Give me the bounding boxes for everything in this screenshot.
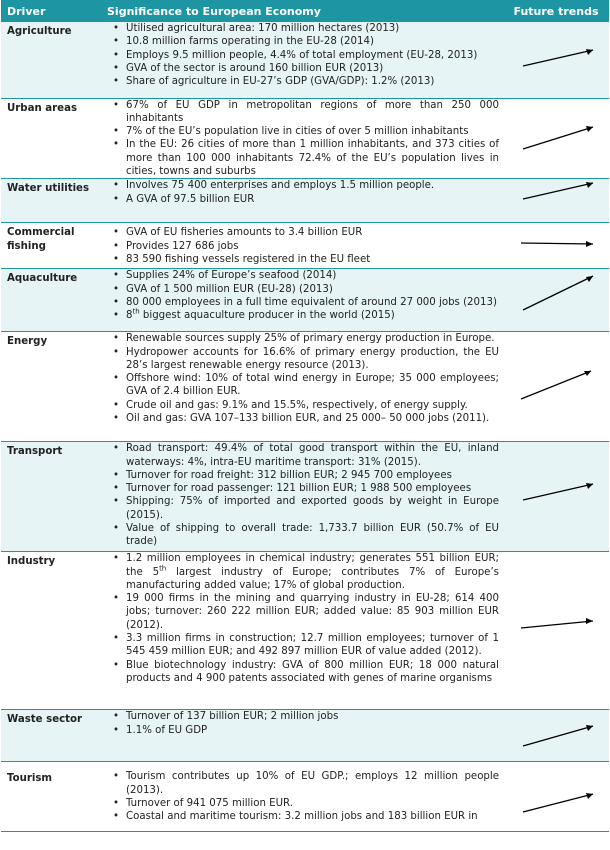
trend-arrow-icon bbox=[513, 480, 605, 520]
trend-arrow-icon bbox=[513, 121, 605, 161]
header-significance: Significance to European Economy bbox=[101, 0, 503, 22]
list-item: • GVA of 1 500 million EUR (EU-28) (2013) bbox=[126, 283, 499, 296]
significance-cell bbox=[101, 269, 503, 332]
trend-cell bbox=[503, 710, 609, 762]
table-header bbox=[1, 0, 609, 22]
header-trends: Future trends bbox=[503, 0, 609, 22]
list-item: • Coastal and maritime tourism: 3.2 million jobs and 183 billion EUR in bbox=[126, 810, 499, 823]
driver-label: Energy bbox=[1, 332, 101, 442]
list-item: • GVA of EU fisheries amounts to 3.4 billion EUR bbox=[126, 226, 499, 239]
trend-arrow-icon bbox=[513, 367, 605, 407]
list-item: • Involves 75 400 enterprises and employs 1.5 million people. bbox=[126, 179, 499, 192]
trend-arrow-icon bbox=[513, 790, 605, 830]
trend-cell bbox=[503, 98, 609, 179]
table-row bbox=[1, 442, 609, 552]
list-item: • Hydropower accounts for 16.6% of primary energy production, the EU 28’s largest renewable energy resource (2013). bbox=[126, 346, 499, 373]
list-item: • Provides 127 686 jobs bbox=[126, 240, 499, 253]
table-row bbox=[1, 179, 609, 223]
trend-cell bbox=[503, 269, 609, 332]
trend-arrow-icon bbox=[513, 722, 605, 762]
list-item: • Shipping: 75% of imported and exported goods by weight in Europe (2015). bbox=[126, 495, 499, 522]
list-item: • Utilised agricultural area: 170 million hectares (2013) bbox=[126, 22, 499, 35]
table-row bbox=[1, 22, 609, 98]
list-item: • GVA of the sector is around 160 billion EUR (2013) bbox=[126, 62, 499, 75]
trend-cell bbox=[503, 442, 609, 552]
list-item: • 8th biggest aquaculture producer in the world (2015) bbox=[126, 309, 499, 322]
list-item: • Supplies 24% of Europe’s seafood (2014) bbox=[126, 269, 499, 282]
driver-label: Aquaculture bbox=[1, 269, 101, 332]
trend-arrow-icon bbox=[513, 616, 605, 656]
header-driver: Driver bbox=[1, 0, 101, 22]
list-item: • Tourism contributes up 10% of EU GDP.; employs 12 million people (2013). bbox=[126, 770, 499, 797]
significance-cell bbox=[101, 552, 503, 710]
list-item: • Share of agriculture in EU-27’s GDP (GVA/GDP): 1.2% (2013) bbox=[126, 75, 499, 88]
significance-cell bbox=[101, 710, 503, 762]
trend-cell bbox=[503, 552, 609, 710]
list-item: • Renewable sources supply 25% of primary energy production in Europe. bbox=[126, 332, 499, 345]
trend-cell bbox=[503, 22, 609, 98]
table-row bbox=[1, 710, 609, 762]
significance-cell bbox=[101, 179, 503, 223]
trend-cell bbox=[503, 332, 609, 442]
list-item: • Turnover of 941 075 million EUR. bbox=[126, 797, 499, 810]
list-item: • 10.8 million farms operating in the EU-28 (2014) bbox=[126, 35, 499, 48]
list-item: • Value of shipping to overall trade: 1,733.7 billion EUR (50.7% of EU trade) bbox=[126, 522, 499, 549]
list-item: • In the EU: 26 cities of more than 1 million inhabitants, and 373 cities of more than 100 000 inhabitants 72.4% of the EU’s population lives in cities, towns and suburbs bbox=[126, 138, 499, 178]
table-row bbox=[1, 762, 609, 832]
list-item: • Road transport: 49.4% of total good transport within the EU, inland waterways: 4%, intra-EU maritime transport: 31% (2015). bbox=[126, 442, 499, 469]
trend-cell bbox=[503, 223, 609, 269]
list-item: • 67% of EU GDP in metropolitan regions of more than 250 000 inhabitants bbox=[126, 99, 499, 126]
significance-cell bbox=[101, 98, 503, 179]
significance-cell bbox=[101, 332, 503, 442]
list-item: • Crude oil and gas: 9.1% and 15.5%, respectively, of energy supply. bbox=[126, 399, 499, 412]
driver-label: Agriculture bbox=[1, 22, 101, 98]
list-item: • 1.1% of EU GDP bbox=[126, 724, 499, 737]
significance-cell bbox=[101, 442, 503, 552]
driver-label: Transport bbox=[1, 442, 101, 552]
list-item: • 1.2 million employees in chemical industry; generates 551 billion EUR; the 5th largest industry of Europe; contributes 7% of Europe’s manufacturing added value; 17% of global production. bbox=[126, 552, 499, 592]
drivers-table bbox=[1, 0, 609, 832]
driver-label: Tourism bbox=[1, 762, 101, 832]
significance-cell bbox=[101, 22, 503, 98]
table-row bbox=[1, 98, 609, 179]
trend-arrow-icon bbox=[513, 231, 605, 271]
trend-arrow-icon bbox=[513, 44, 605, 84]
trend-arrow-icon bbox=[513, 274, 605, 314]
list-item: • Turnover for road passenger: 121 billion EUR; 1 988 500 employees bbox=[126, 482, 499, 495]
driver-label: Commercial fishing bbox=[1, 223, 101, 269]
list-item: • 83 590 fishing vessels registered in the EU fleet bbox=[126, 253, 499, 266]
driver-label: Waste sector bbox=[1, 710, 101, 762]
table-row bbox=[1, 552, 609, 710]
list-item: • 19 000 firms in the mining and quarrying industry in EU-28; 614 400 jobs; turnover: 260 222 million EUR; added value: 85 903 million EUR (2012). bbox=[126, 592, 499, 632]
list-item: • 7% of the EU’s population live in cities of over 5 million inhabitants bbox=[126, 125, 499, 138]
list-item: • Turnover of 137 billion EUR; 2 million jobs bbox=[126, 710, 499, 723]
table-row bbox=[1, 223, 609, 269]
driver-label: Urban areas bbox=[1, 98, 101, 179]
trend-cell bbox=[503, 762, 609, 832]
significance-cell bbox=[101, 762, 503, 832]
significance-cell bbox=[101, 223, 503, 269]
list-item: • Turnover for road freight: 312 billion EUR; 2 945 700 employees bbox=[126, 469, 499, 482]
list-item: • A GVA of 97.5 billion EUR bbox=[126, 193, 499, 206]
list-item: • Employs 9.5 million people, 4.4% of total employment (EU-28, 2013) bbox=[126, 49, 499, 62]
driver-label: Industry bbox=[1, 552, 101, 710]
table-row bbox=[1, 269, 609, 332]
driver-label: Water utilities bbox=[1, 179, 101, 223]
list-item: • Blue biotechnology industry: GVA of 800 million EUR; 18 000 natural products and 4 900 patents associated with genes of marine organisms bbox=[126, 659, 499, 686]
list-item: • 3.3 million firms in construction; 12.7 million employees; turnover of 1 545 459 million EUR; and 492 897 million EUR of value added (2012). bbox=[126, 632, 499, 659]
list-item: • 80 000 employees in a full time equivalent of around 27 000 jobs (2013) bbox=[126, 296, 499, 309]
table-row bbox=[1, 332, 609, 442]
list-item: • Oil and gas: GVA 107–133 billion EUR, and 25 000– 50 000 jobs (2011). bbox=[126, 412, 499, 425]
trend-arrow-icon bbox=[513, 177, 605, 217]
trend-cell bbox=[503, 179, 609, 223]
list-item: • Offshore wind: 10% of total wind energy in Europe; 35 000 employees; GVA of 2.4 billion EUR. bbox=[126, 372, 499, 399]
